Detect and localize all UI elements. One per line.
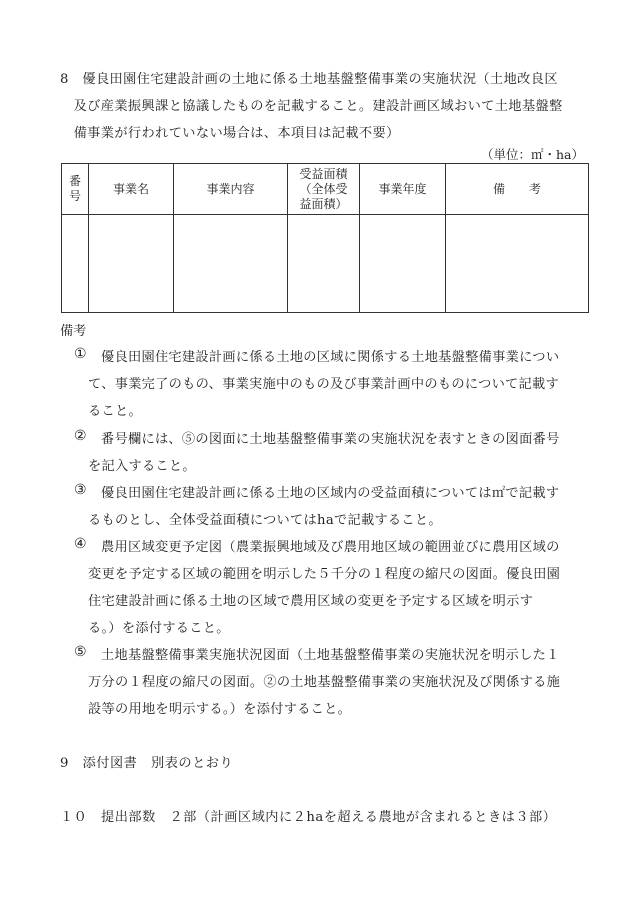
table-row (62, 215, 589, 313)
header-remarks: 備 考 (446, 164, 589, 215)
note-3-number: ③ (74, 482, 87, 498)
note-3-line-2: るものとし、全体受益面積についてはhaで記載すること。 (88, 513, 442, 528)
unit-label: （単位：㎡・ha） (480, 147, 584, 162)
note-4-line-2: 変更を予定する区域の範囲を明示した５千分の１程度の縮尺の図面。優良田園 (88, 567, 561, 582)
section8-line-2: 及び産業振興課と協議したものを記載すること。建設計画区域おいて土地基盤整 (60, 99, 563, 114)
note-1-line-1: 優良田園住宅建設計画に係る土地の区域に関係する土地基盤整備事業につい (101, 350, 560, 365)
notes-heading: 備考 (60, 324, 87, 339)
note-4-line-1: 農用区域変更予定図（農業振興地域及び農用地区域の範囲並びに農用区域の (101, 540, 560, 555)
header-project-content: 事業内容 (174, 164, 288, 215)
header-project-name: 事業名 (89, 164, 174, 215)
note-1-line-2: て、事業完了のもの、事業実施中のもの及び事業計画中のものについて記載す (88, 377, 560, 392)
section9-attachments: 9 添付図書 別表のとおり (60, 756, 234, 771)
header-benefit-area: 受益面積 （全体受 益面積） (288, 164, 360, 215)
header-number: 番 号 (62, 164, 89, 215)
section8-line-1: 8 優良田園住宅建設計画の土地に係る土地基盤整備事業の実施状況（土地改良区 (60, 72, 558, 87)
cell-benefit-area[interactable] (288, 215, 360, 313)
note-5-number: ⑤ (74, 644, 87, 660)
note-5-line-1: 土地基盤整備事業実施状況図面（土地基盤整備事業の実施状況を明示した１ (101, 648, 560, 663)
note-2-line-1: 番号欄には、⑤の図面に土地基盤整備事業の実施状況を表すときの図面番号 (101, 432, 560, 447)
note-1-line-3: ること。 (88, 404, 142, 419)
cell-project-name[interactable] (89, 215, 174, 313)
header-project-year: 事業年度 (360, 164, 446, 215)
note-1-number: ① (74, 346, 87, 362)
section8-line-3: 備事業が行われていない場合は、本項目は記載不要） (60, 126, 400, 141)
note-2-number: ② (74, 428, 87, 444)
cell-project-content[interactable] (174, 215, 288, 313)
section10-copies: １０ 提出部数 ２部（計画区域内に２haを超える農地が含まれるときは３部） (60, 810, 557, 825)
note-2-line-2: を記入すること。 (88, 459, 196, 474)
note-4-line-4: る。）を添付すること。 (88, 621, 230, 636)
cell-remarks[interactable] (446, 215, 589, 313)
land-improvement-table (61, 163, 589, 313)
note-5-line-3: 設等の用地を明示する。）を添付すること。 (88, 702, 352, 717)
note-3-line-1: 優良田園住宅建設計画に係る土地の区域内の受益面積については㎡で記載す (101, 486, 560, 501)
cell-number[interactable] (62, 215, 89, 313)
note-5-line-2: 万分の１程度の縮尺の図面。②の土地基盤整備事業の実施状況及び関係する施 (88, 675, 561, 690)
cell-project-year[interactable] (360, 215, 446, 313)
note-4-line-3: 住宅建設計画に係る土地の区域で農用区域の変更を予定する区域を明示す (88, 594, 534, 609)
note-4-number: ④ (74, 536, 87, 552)
